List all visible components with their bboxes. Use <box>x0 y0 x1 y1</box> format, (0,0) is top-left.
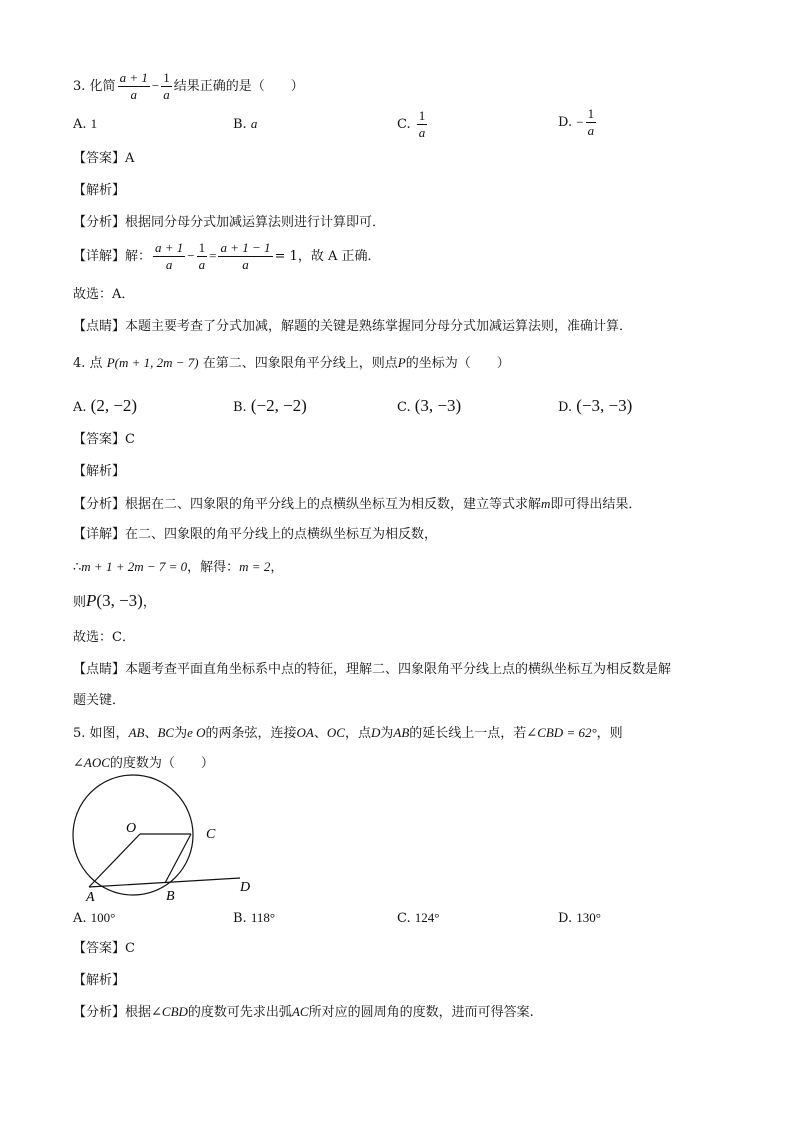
q3-option-a: A. 1 <box>73 116 98 132</box>
q4-option-a: A. (2, −2) <box>73 396 138 415</box>
q5-option-c: C. 124° <box>397 910 440 926</box>
q3-analysis-head: 【解析】 <box>73 183 126 198</box>
label-b: B <box>166 889 175 904</box>
q3-option-d: D. − $\frac{1}{a}$ <box>558 106 595 138</box>
segment-bc <box>165 834 191 883</box>
q4-analysis-head: 【解析】 <box>73 464 126 479</box>
q4-option-b: B. (−2, −2) <box>233 396 307 415</box>
label-o: O <box>126 821 137 836</box>
q3-fraction-1: $\frac{a + 1}{a}$ <box>119 70 148 102</box>
q5-answer: 【答案】C <box>73 941 135 956</box>
q4-option-c: C. (3, −3) <box>397 396 462 415</box>
q4-then: 则P(3, −3)， <box>73 591 156 610</box>
label-c: C <box>206 827 216 842</box>
q3-stem-suffix: 结果正确的是（ ） <box>173 79 304 94</box>
q5-stem-2: ∠AOC的度数为（ ） <box>73 755 214 771</box>
q4-answer: 【答案】C <box>73 432 135 447</box>
q3-fenxi: 【分析】根据同分母分式加减运算法则进行计算即可． <box>73 215 386 230</box>
q5-figure <box>60 770 270 910</box>
segment-oa <box>89 834 140 887</box>
q3-stem <box>73 70 304 103</box>
q4-option-d: D. (−3, −3) <box>558 396 633 415</box>
q5-fenxi: 【分析】根据∠CBD的度数可先求出弧AC所对应的圆周角的度数，进而可得答案. <box>73 1004 534 1020</box>
q3-number: 3. <box>73 79 86 94</box>
q4-equation: ∴m + 1 + 2m − 7 = 0，解得：m = 2， <box>73 559 284 575</box>
q5-option-a: A. 100° <box>73 910 116 926</box>
q3-fraction-2: $\frac{1}{a}$ <box>163 70 170 102</box>
label-a: A <box>86 890 95 905</box>
label-d: D <box>240 880 251 895</box>
q3-minus: − <box>151 78 160 93</box>
q5-stem-1: 5. 如图，AB、BC为e O的两条弦，连接OA、OC，点D为AB的延长线上一点，若∠CBD = 62°，则 <box>73 725 623 741</box>
q4-fenxi: 【分析】根据在二、四象限的角平分线上的点横纵坐标互为相反数，建立等式求解m即可得出结果． <box>73 496 642 512</box>
q4-xiangjie: 【详解】在二、四象限的角平分线上的点横纵坐标互为相反数， <box>73 527 438 542</box>
q5-analysis-head: 【解析】 <box>73 973 126 988</box>
q4-choose: 故选：C． <box>73 630 135 645</box>
q4-dianjing-1: 【点睛】本题考查平面直角坐标系中点的特征，理解二、四象限角平分线上点的横纵坐标互为相反数是解 <box>73 662 672 677</box>
q4-stem: 4. 点 P(m + 1, 2m − 7) 在第二、四象限角平分线上，则点P的坐标为（ ） <box>73 355 510 371</box>
q4-dianjing-2: 题关键． <box>73 693 126 708</box>
q3-choose: 故选：A． <box>73 287 135 302</box>
q3-option-b: B. a <box>233 116 258 132</box>
q5-option-d: D. 130° <box>558 910 601 926</box>
q3-option-c: C. $\frac{1}{a}$ <box>397 108 426 140</box>
q3-answer: 【答案】A <box>73 151 135 166</box>
q3-stem-prefix: 化简 <box>89 79 116 94</box>
q3-dianjing: 【点睛】本题主要考查了分式加减，解题的关键是熟练掌握同分母分式加减运算法则，准确计算． <box>73 319 633 334</box>
q3-xiangjie: 【详解】解： $\frac{a + 1}{a}$ − $\frac{1}{a}$ = $\frac{a + 1 - 1}{a}$ = 1，故 A 正确． <box>73 240 381 272</box>
q5-option-b: B. 118° <box>233 910 276 926</box>
